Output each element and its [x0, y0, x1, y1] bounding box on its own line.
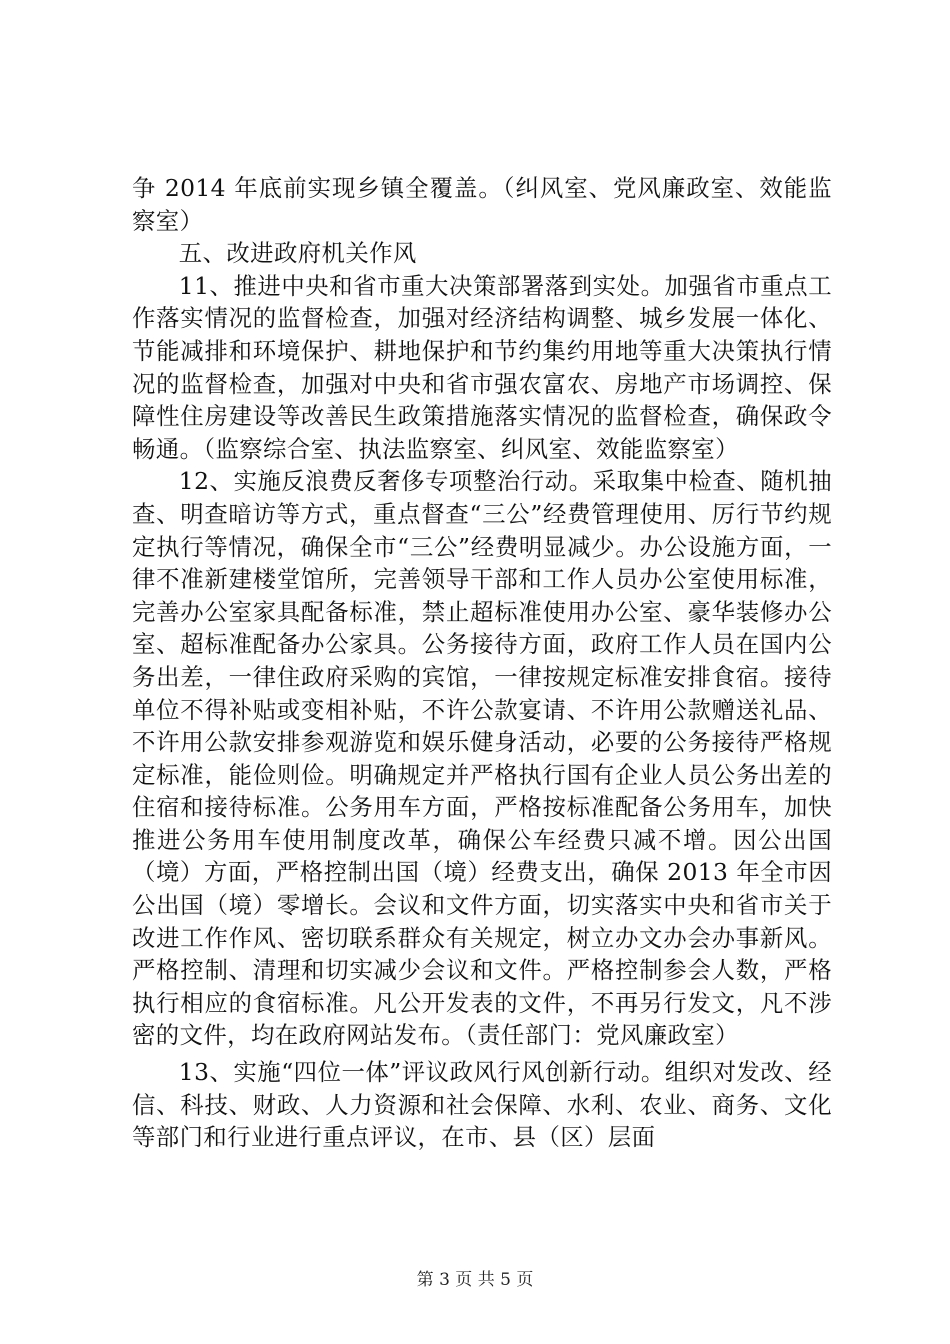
paragraph-continuation: 争 2014 年底前实现乡镇全覆盖。（纠风室、党风廉政室、效能监察室） [132, 174, 832, 235]
paragraph-item-13: 13、实施“四位一体”评议政风行风创新行动。组织对发改、经信、科技、财政、人力资源和社会保障、水利、农业、商务、文化等部门和行业进行重点评议，在市、县（区）层面 [132, 1058, 832, 1152]
page-number-footer: 第 3 页 共 5 页 [416, 1270, 534, 1290]
paragraph-item-11: 11、推进中央和省市重大决策部署落到实处。加强省市重点工作落实情况的监督检查，加强对经济结构调整、城乡发展一体化、节能减排和环境保护、耕地保护和节约集约用地等重大决策执行情况的监督检查，加强对中央和省市强农富农、房地产市场调控、保障性住房建设等改善民生政策措施落实情况的监督检查，确保政令畅通。（监察综合室、执法监察室、纠风室、效能监察室） [132, 271, 832, 463]
section-heading-5: 五、改进政府机关作风 [178, 239, 417, 268]
paragraph-item-12: 12、实施反浪费反奢侈专项整治行动。采取集中检查、随机抽查、明查暗访等方式，重点督查“三公”经费管理使用、厉行节约规定执行等情况，确保全市“三公”经费明显减少。办公设施方面，一律不准新建楼堂馆所，完善领导干部和工作人员办公室使用标准，完善办公室家具配备标准，禁止超标准使用办公室、豪华装修办公室、超标准配备办公家具。公务接待方面，政府工作人员在国内公务出差，一律住政府采购的宾馆，一律按规定标准安排食宿。接待单位不得补贴或变相补贴，不许公款宴请、不许用公款赠送礼品、不许用公款安排参观游览和娱乐健身活动，必要的公务接待严格规定标准，能俭则俭。明确规定并严格执行国有企业人员公务出差的住宿和接待标准。公务用车方面，严格按标准配备公务用车，加快推进公务用车使用制度改革，确保公车经费只减不增。因公出国（境）方面，严格控制出国（境）经费支出，确保 2013 年全市因公出国（境）零增长。会议和文件方面，切实落实中央和省市关于改进工作作风、密切联系群众有关规定，树立办文办会办事新风。严格控制、清理和切实减少会议和文件。严格控制参会人数，严格执行相应的食宿标准。凡公开发表的文件，不再另行发文，凡不涉密的文件，均在政府网站发布。（责任部门：党风廉政室） [132, 467, 832, 1050]
document-body [132, 172, 832, 1154]
